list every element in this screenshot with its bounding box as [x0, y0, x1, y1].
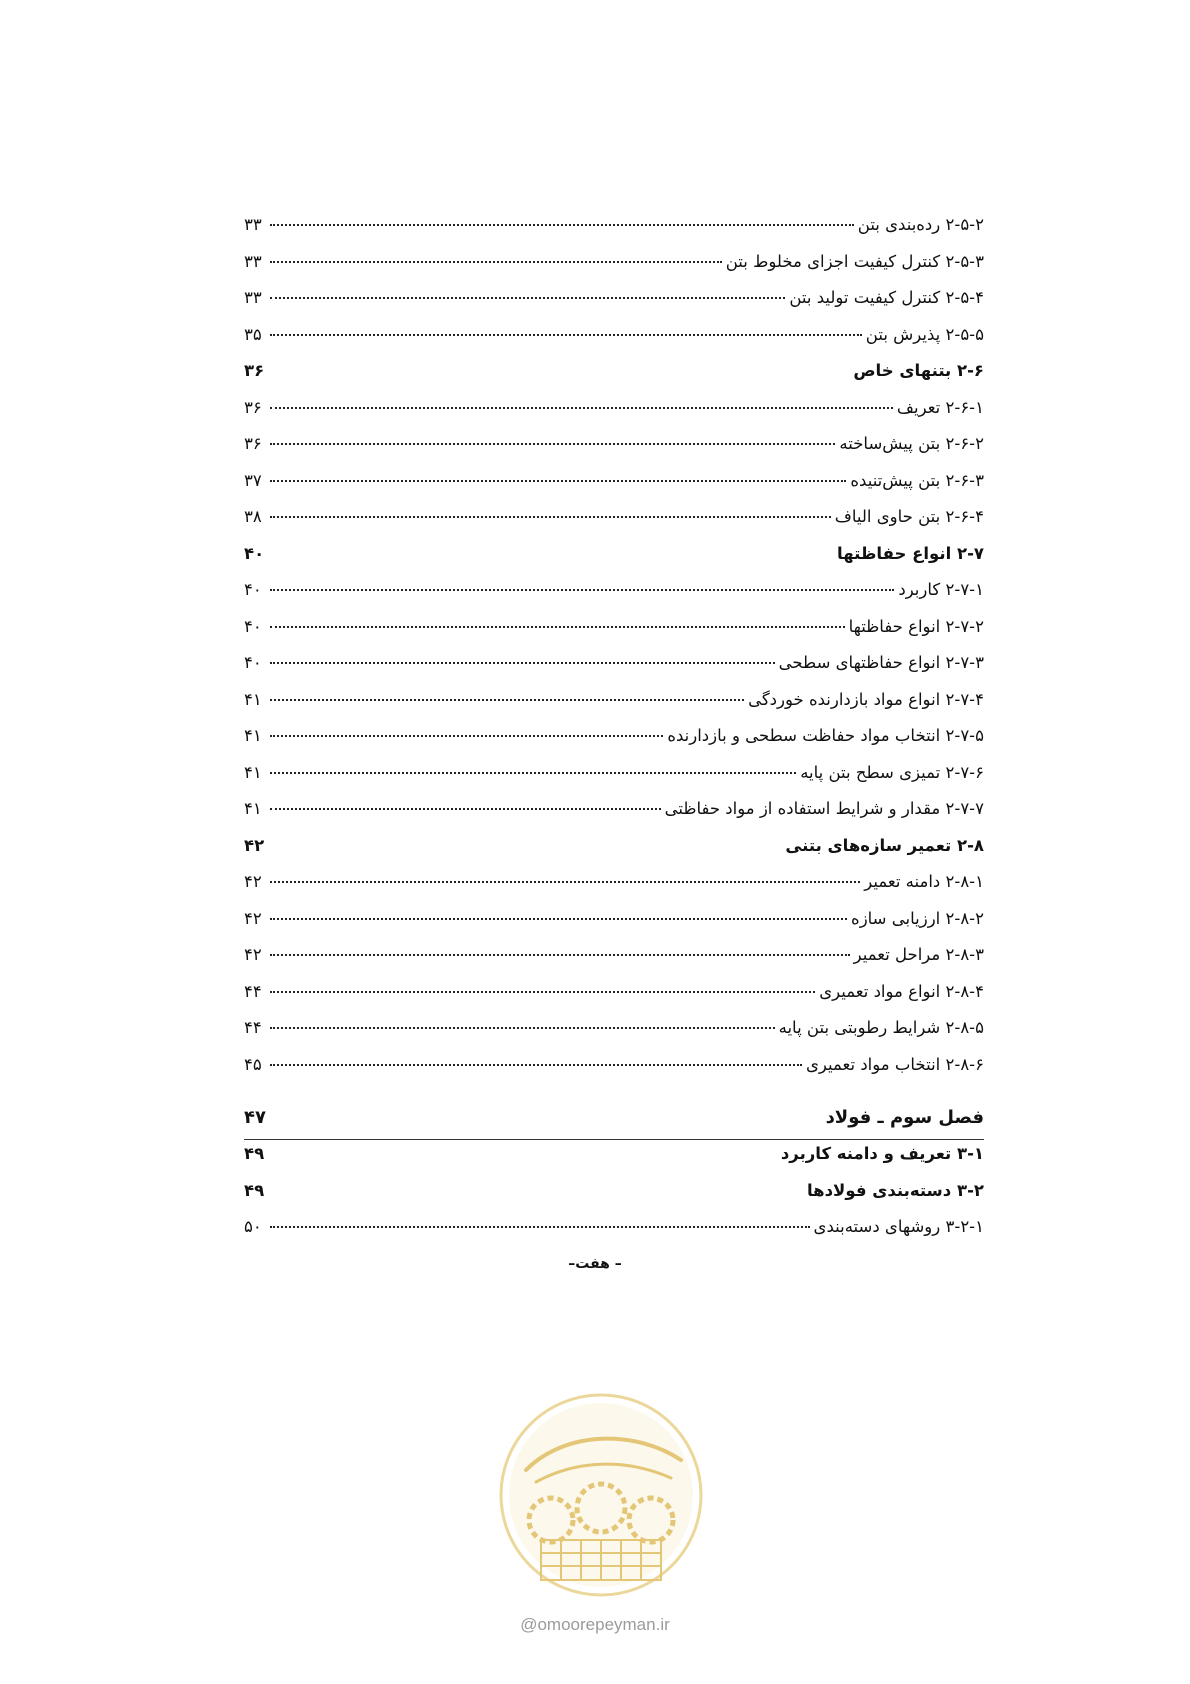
dot-leader [270, 224, 854, 226]
toc-entry-title: ۲-۸-۲ ارزیابی سازه [851, 908, 984, 928]
toc-entry-title: ۲-۸-۶ انتخاب مواد تعمیری [806, 1054, 984, 1074]
toc-entry-page: ۴۴ [244, 1018, 262, 1037]
toc-entry-page: ۴۰ [244, 580, 262, 599]
toc-entry [244, 909, 984, 946]
toc-entry [244, 690, 984, 727]
dot-leader [270, 516, 831, 518]
toc-entry-title: ۲-۵-۳ کنترل کیفیت اجزای مخلوط بتن [725, 251, 984, 271]
watermark-url: @omoorepeyman.ir [520, 1615, 670, 1634]
toc-entry-title: ۲-۷-۳ انواع حفاظتهای سطحی [778, 653, 984, 672]
dot-leader [270, 808, 661, 810]
toc-entry-page: ۳۶ [244, 397, 262, 417]
toc-entry-page: ۴۴ [244, 981, 262, 1001]
toc-entry-page: ۳۶ [244, 361, 265, 380]
toc-chapter-heading [244, 1095, 984, 1140]
toc-entry-page: ۳۷ [244, 470, 262, 490]
toc-entry-title: ۳-۲ دسته‌بندی فولادها [806, 1180, 984, 1200]
toc-entry [244, 507, 984, 544]
dot-leader [270, 735, 663, 737]
toc-entry-title: ۲-۸-۳ مراحل تعمیر [853, 945, 984, 964]
toc-entry [244, 982, 984, 1019]
toc-entry [244, 1217, 984, 1254]
dot-leader [270, 918, 847, 920]
toc-entry-page: ۴۱ [244, 726, 262, 745]
dot-leader [270, 772, 796, 774]
table-of-contents [244, 215, 984, 1254]
toc-entry-page: ۴۰ [244, 616, 262, 636]
toc-entry-title: ۲-۷-۷ مقدار و شرایط استفاده از مواد حفاظتی [664, 799, 984, 818]
toc-entry-title: ۲-۸ تعمیر سازه‌های بتنی [785, 835, 984, 855]
toc-entry-title: ۲-۷-۱ کاربرد [898, 580, 984, 599]
toc-entry [244, 325, 984, 362]
toc-entry-title: ۲-۶-۴ بتن حاوی الیاف [834, 507, 984, 526]
toc-entry-page: ۴۷ [244, 1106, 266, 1128]
toc-entry-page: ۳۶ [244, 434, 262, 453]
toc-entry-page: ۳۳ [244, 215, 262, 234]
toc-entry-title: ۲-۶ بتنهای خاص [853, 361, 984, 380]
dot-leader [270, 954, 850, 956]
toc-entry-page: ۴۲ [244, 945, 262, 964]
toc-entry-title: ۲-۷-۴ انواع مواد بازدارنده خوردگی [748, 689, 984, 709]
toc-entry-page: ۳۳ [244, 288, 262, 307]
toc-entry-page: ۴۰ [244, 653, 262, 672]
toc-entry [244, 1055, 984, 1092]
toc-entry [244, 872, 984, 909]
toc-entry-page: ۴۱ [244, 799, 262, 818]
toc-section-heading [244, 1181, 984, 1218]
dot-leader [270, 626, 845, 628]
toc-entry [244, 398, 984, 435]
toc-entry-page: ۴۲ [244, 835, 265, 855]
toc-entry-title: ۲-۶-۱ تعریف [896, 397, 984, 417]
toc-section-heading [244, 361, 984, 398]
toc-entry-page: ۴۲ [244, 908, 262, 928]
toc-entry [244, 617, 984, 654]
toc-entry-title: ۲-۸-۱ دامنه تعمیر [864, 872, 984, 891]
toc-entry [244, 434, 984, 471]
dot-leader [270, 1226, 810, 1228]
toc-entry-page: ۴۲ [244, 872, 262, 891]
toc-entry [244, 653, 984, 690]
toc-entry-title: ۲-۷ انواع حفاظتها [837, 543, 984, 563]
toc-entry [244, 945, 984, 982]
toc-entry-title: ۳-۱ تعریف و دامنه کاربرد [780, 1144, 984, 1163]
toc-entry [244, 763, 984, 800]
toc-entry [244, 252, 984, 289]
toc-entry [244, 288, 984, 325]
dot-leader [270, 589, 894, 591]
toc-section-heading [244, 1144, 984, 1181]
toc-entry-page: ۳۳ [244, 251, 262, 271]
dot-leader [270, 1027, 775, 1029]
toc-entry-page: ۴۱ [244, 689, 262, 709]
watermark-logo [496, 1390, 706, 1600]
toc-entry-page: ۳۸ [244, 507, 262, 526]
toc-entry-page: ۴۹ [244, 1144, 265, 1163]
toc-entry-title: ۲-۸-۴ انواع مواد تعمیری [819, 981, 984, 1001]
seal-icon [496, 1390, 706, 1600]
toc-entry-page: ۳۵ [244, 324, 262, 344]
toc-entry-title: ۳-۲-۱ روشهای دسته‌بندی [813, 1217, 984, 1236]
toc-entry [244, 580, 984, 617]
dot-leader [270, 261, 722, 263]
toc-entry [244, 471, 984, 508]
toc-entry-title: فصل سوم ـ فولاد [825, 1106, 984, 1128]
dot-leader [270, 699, 744, 701]
dot-leader [270, 407, 893, 409]
toc-section-heading [244, 544, 984, 581]
dot-leader [270, 297, 785, 299]
toc-entry-title: ۲-۶-۲ بتن پیش‌ساخته [839, 434, 984, 453]
toc-entry [244, 726, 984, 763]
dot-leader [270, 881, 860, 883]
dot-leader [270, 480, 846, 482]
dot-leader [270, 1064, 802, 1066]
page-number-footer: – هفت– [568, 1256, 622, 1272]
dot-leader [270, 334, 862, 336]
toc-entry-page: ۴۰ [244, 543, 265, 563]
toc-entry-title: ۲-۶-۳ بتن پیش‌تنیده [850, 470, 984, 490]
toc-entry-page: ۵۰ [244, 1217, 262, 1236]
toc-entry [244, 799, 984, 836]
toc-entry-title: ۲-۸-۵ شرایط رطوبتی بتن پایه [778, 1018, 984, 1037]
toc-entry-title: ۲-۵-۲ رده‌بندی بتن [857, 215, 984, 234]
toc-entry [244, 1018, 984, 1055]
toc-entry-page: ۴۹ [244, 1180, 265, 1200]
toc-entry [244, 215, 984, 252]
toc-entry-title: ۲-۷-۲ انواع حفاظتها [848, 616, 984, 636]
dot-leader [270, 443, 835, 445]
toc-entry-title: ۲-۵-۴ کنترل کیفیت تولید بتن [789, 288, 984, 307]
toc-entry-title: ۲-۵-۵ پذیرش بتن [865, 324, 984, 344]
toc-entry-title: ۲-۷-۵ انتخاب مواد حفاظت سطحی و بازدارنده [667, 726, 984, 745]
dot-leader [270, 662, 775, 664]
toc-section-heading [244, 836, 984, 873]
toc-entry-page: ۴۵ [244, 1054, 262, 1074]
dot-leader [270, 991, 815, 993]
toc-entry-title: ۲-۷-۶ تمیزی سطح بتن پایه [800, 762, 984, 782]
toc-entry-page: ۴۱ [244, 762, 262, 782]
